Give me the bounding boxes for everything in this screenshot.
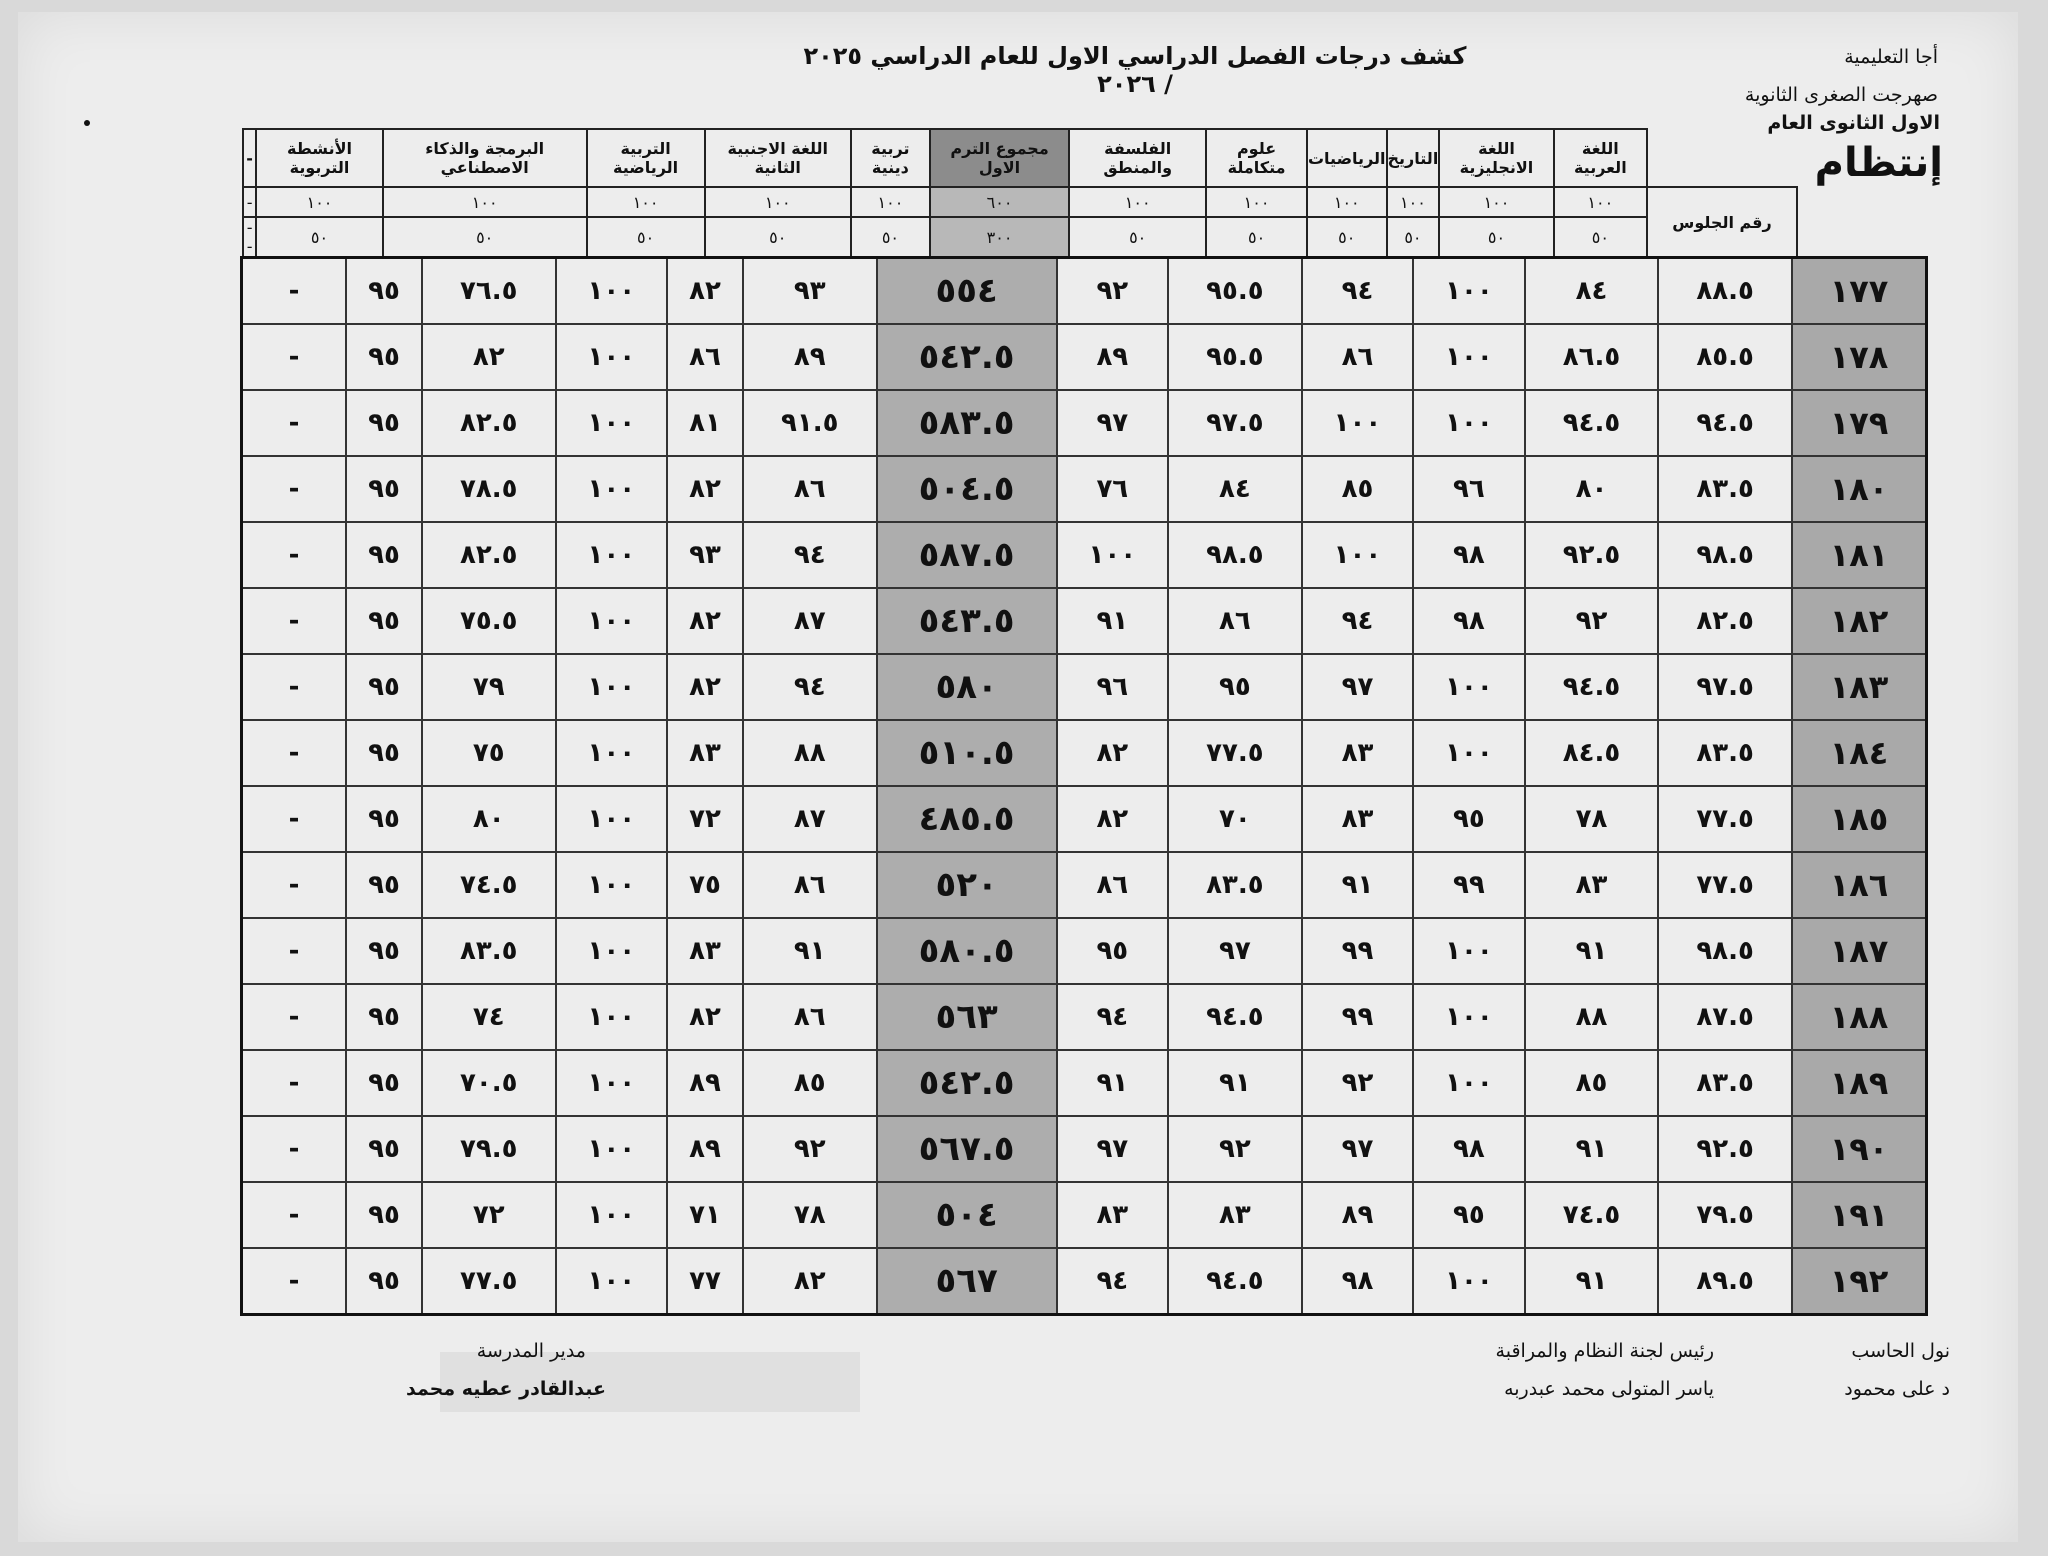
- grade-cell: ٨٣: [1302, 720, 1413, 786]
- table-row: [242, 720, 1927, 786]
- grade-cell: ٨٣.٥: [1658, 720, 1792, 786]
- grade-cell: ٨٦: [1302, 324, 1413, 390]
- grade-cell: ١٠٠: [1057, 522, 1168, 588]
- grade-cell: ٨٠: [422, 786, 556, 852]
- grade-cell: ٩٧: [1057, 390, 1168, 456]
- grade-cell: ١٠٠: [556, 984, 667, 1050]
- extra-cell: -: [242, 786, 347, 852]
- grade-cell: ٩٥: [346, 1050, 422, 1116]
- extra-cell: -: [242, 1182, 347, 1248]
- grade-cell: ٨٣.٥: [1658, 456, 1792, 522]
- grade-cell: ٩٧: [1168, 918, 1302, 984]
- subject-max: ١٠٠: [383, 187, 587, 217]
- grade-cell: ٨٤: [1168, 456, 1302, 522]
- grade-cell: ٩٥: [1413, 1182, 1524, 1248]
- grade-cell: ٧٢: [422, 1182, 556, 1248]
- committee-label: رئيس لجنة النظام والمراقبة: [1495, 1340, 1714, 1362]
- grade-cell: ٨٨: [1525, 984, 1659, 1050]
- grade-cell: ٨٢.٥: [422, 522, 556, 588]
- seat-number-cell: ١٨٢: [1792, 588, 1927, 654]
- subject-header: علوم متكاملة: [1206, 129, 1307, 187]
- grade-cell: ٨٣: [1057, 1182, 1168, 1248]
- grade-cell: ٧٧: [667, 1248, 743, 1315]
- grade-cell: ٩٥: [346, 1116, 422, 1182]
- grade-cell: ١٠٠: [556, 786, 667, 852]
- study-mode: إنتظام: [1814, 140, 1943, 186]
- grade-cell: ٩٨: [1413, 588, 1524, 654]
- grade-cell: ٧٩.٥: [1658, 1182, 1792, 1248]
- subject-header: الأنشطة التربوية: [256, 129, 383, 187]
- grade-cell: ٨٦: [743, 852, 877, 918]
- subject-min: ٥٠: [1387, 217, 1440, 257]
- subject-header: اللغة الاجنبية الثانية: [705, 129, 851, 187]
- grade-cell: ٨٧.٥: [1658, 984, 1792, 1050]
- subject-min: ٥٠: [1307, 217, 1387, 257]
- grade-cell: ٨٩.٥: [1658, 1248, 1792, 1315]
- subject-max: ١٠٠: [705, 187, 851, 217]
- table-row: [242, 1050, 1927, 1116]
- total-cell: ٥٤٢.٥: [877, 324, 1057, 390]
- extra-cell: -: [242, 720, 347, 786]
- grade-cell: ١٠٠: [556, 654, 667, 720]
- subject-max: ١٠٠: [851, 187, 930, 217]
- subject-max: -: [243, 187, 256, 217]
- grade-cell: ٩٥: [346, 654, 422, 720]
- grade-cell: ٩٤.٥: [1658, 390, 1792, 456]
- seat-number-cell: ١٨١: [1792, 522, 1927, 588]
- grade-cell: ٩٣: [667, 522, 743, 588]
- seat-number-cell: ١٨٦: [1792, 852, 1927, 918]
- grade-cell: ٧٤.٥: [1525, 1182, 1659, 1248]
- grade-cell: ٩٥.٥: [1168, 324, 1302, 390]
- table-row: [242, 852, 1927, 918]
- extra-cell: -: [242, 1116, 347, 1182]
- grade-cell: ٨٢: [667, 456, 743, 522]
- grade-cell: ٩٥.٥: [1168, 258, 1302, 325]
- grade-cell: ٩٤: [743, 522, 877, 588]
- grade-cell: ٩١.٥: [743, 390, 877, 456]
- subject-header: اللغة العربية: [1554, 129, 1647, 187]
- grade-cell: ١٠٠: [1413, 390, 1524, 456]
- grade-cell: ٩١: [743, 918, 877, 984]
- grade-cell: ٧٥.٥: [422, 588, 556, 654]
- grade-cell: ٨٢.٥: [422, 390, 556, 456]
- grade-cell: ٩٢: [1057, 258, 1168, 325]
- seat-number-cell: ١٨٥: [1792, 786, 1927, 852]
- subject-header: -: [243, 129, 256, 187]
- grade-cell: ٨٢: [422, 324, 556, 390]
- grade-cell: ٨٢: [667, 654, 743, 720]
- grade-cell: ٨١: [667, 390, 743, 456]
- table-row: [242, 1182, 1927, 1248]
- grade-cell: ٩٢.٥: [1658, 1116, 1792, 1182]
- seat-number-cell: ١٩١: [1792, 1182, 1927, 1248]
- grade-cell: ٨٧: [743, 786, 877, 852]
- grade-cell: ١٠٠: [556, 390, 667, 456]
- total-cell: ٥٨٣.٥: [877, 390, 1057, 456]
- grade-cell: ٧٠: [1168, 786, 1302, 852]
- subject-max: ١٠٠: [256, 187, 383, 217]
- grade-cell: ٨٢: [667, 588, 743, 654]
- extra-cell: -: [242, 588, 347, 654]
- grade-cell: ١٠٠: [1413, 1050, 1524, 1116]
- total-cell: ٥٨٠: [877, 654, 1057, 720]
- grade-cell: ٩٤: [1057, 1248, 1168, 1315]
- grade-cell: ٨٤.٥: [1525, 720, 1659, 786]
- table-row: [242, 456, 1927, 522]
- total-cell: ٥٦٧.٥: [877, 1116, 1057, 1182]
- grade-cell: ٩١: [1525, 1248, 1659, 1315]
- subject-max: ١٠٠: [1307, 187, 1387, 217]
- grade-cell: ٩٥: [1168, 654, 1302, 720]
- grade-cell: ٨٦: [1168, 588, 1302, 654]
- grade-cell: ٩٤.٥: [1168, 984, 1302, 1050]
- grade-cell: ٧٠.٥: [422, 1050, 556, 1116]
- grade-cell: ٨٣: [1302, 786, 1413, 852]
- grade-cell: ٩١: [1525, 1116, 1659, 1182]
- subject-max: ١٠٠: [587, 187, 705, 217]
- grade-cell: ١٠٠: [1413, 258, 1524, 325]
- header-min-row: [243, 217, 1797, 257]
- grades-table: [240, 256, 1928, 1316]
- grade-cell: ٧٩: [422, 654, 556, 720]
- grade-cell: ٩٤.٥: [1525, 390, 1659, 456]
- grade-cell: ٩٢: [1168, 1116, 1302, 1182]
- grade-cell: ٧٧.٥: [1658, 852, 1792, 918]
- grade-cell: ٩٨.٥: [1658, 522, 1792, 588]
- extra-cell: -: [242, 654, 347, 720]
- grade-cell: ٩٨: [1302, 1248, 1413, 1315]
- extra-cell: -: [242, 918, 347, 984]
- grade-cell: ٨٥: [743, 1050, 877, 1116]
- grade-cell: ١٠٠: [556, 1248, 667, 1315]
- computer-label: نول الحاسب: [1851, 1340, 1950, 1362]
- grade-cell: ٧١: [667, 1182, 743, 1248]
- grade-cell: ٩٢: [743, 1116, 877, 1182]
- grade-cell: ٩٤: [743, 654, 877, 720]
- grade-cell: ٩٤: [1057, 984, 1168, 1050]
- grade-cell: ٨٠: [1525, 456, 1659, 522]
- subject-max: ١٠٠: [1069, 187, 1206, 217]
- grade-cell: ٩٥: [346, 522, 422, 588]
- total-cell: ٥٦٣: [877, 984, 1057, 1050]
- seat-number-cell: ١٨٩: [1792, 1050, 1927, 1116]
- grade-cell: ١٠٠: [556, 456, 667, 522]
- grade-cell: ٩١: [1057, 1050, 1168, 1116]
- subject-min: ٥٠: [1206, 217, 1307, 257]
- subject-min: ٥٠: [256, 217, 383, 257]
- grade-cell: ٨٢: [667, 258, 743, 325]
- grade-cell: ٨٥: [1302, 456, 1413, 522]
- total-cell: ٥٨٧.٥: [877, 522, 1057, 588]
- grade-cell: ٨٩: [667, 1116, 743, 1182]
- subject-max: ١٠٠: [1387, 187, 1440, 217]
- grade-level: الاول الثانوى العام: [1767, 112, 1940, 134]
- grade-cell: ٨٦: [667, 324, 743, 390]
- grade-cell: ٩٥: [346, 1182, 422, 1248]
- grade-cell: ٨٩: [743, 324, 877, 390]
- grade-cell: ٧٤.٥: [422, 852, 556, 918]
- table-row: [242, 984, 1927, 1050]
- table-row: [242, 522, 1927, 588]
- subject-min: ٣٠٠: [930, 217, 1069, 257]
- education-department: أجا التعليمية: [1844, 46, 1938, 68]
- principal-label: مدير المدرسة: [476, 1340, 586, 1362]
- subject-header: الرياضيات: [1307, 129, 1387, 187]
- grade-cell: ٩٥: [346, 786, 422, 852]
- grade-cell: ٩٥: [346, 456, 422, 522]
- grade-cell: ٩٤.٥: [1168, 1248, 1302, 1315]
- page-title: كشف درجات الفصل الدراسي الاول للعام الدراسي ٢٠٢٥ / ٢٠٢٦: [803, 42, 1467, 98]
- computer-name: د على محمود: [1844, 1378, 1950, 1400]
- subject-min: ٥٠: [1554, 217, 1647, 257]
- grade-cell: ٨٦: [743, 456, 877, 522]
- subject-header: البرمجة والذكاء الاصطناعي: [383, 129, 587, 187]
- grade-cell: ٩٣: [743, 258, 877, 325]
- grade-cell: ٩٨.٥: [1658, 918, 1792, 984]
- subject-header: مجموع الترم الاول: [930, 129, 1069, 187]
- grade-cell: ١٠٠: [556, 588, 667, 654]
- grade-cell: ٩٥: [346, 720, 422, 786]
- table-row: [242, 588, 1927, 654]
- principal-name: عبدالقادر عطيه محمد: [405, 1378, 606, 1400]
- grade-cell: ١٠٠: [1413, 324, 1524, 390]
- seat-number-cell: ١٨٠: [1792, 456, 1927, 522]
- grade-cell: ٩٥: [346, 984, 422, 1050]
- seat-number-cell: ١٨٤: [1792, 720, 1927, 786]
- seat-number-cell: ١٧٨: [1792, 324, 1927, 390]
- subject-max: ١٠٠: [1554, 187, 1647, 217]
- extra-cell: -: [242, 984, 347, 1050]
- grade-cell: ٩٢: [1302, 1050, 1413, 1116]
- grade-cell: ٩٨.٥: [1168, 522, 1302, 588]
- grade-cell: ٨٢: [1057, 720, 1168, 786]
- grade-cell: ١٠٠: [556, 258, 667, 325]
- grades-table-header: [242, 128, 1798, 258]
- grade-cell: ٨٣: [667, 720, 743, 786]
- grade-cell: ٨٣.٥: [1658, 1050, 1792, 1116]
- subject-header: التربية الرياضية: [587, 129, 705, 187]
- total-cell: ٥٢٠: [877, 852, 1057, 918]
- header-max-row: [243, 187, 1797, 217]
- grade-cell: ٩٦: [1057, 654, 1168, 720]
- subject-min: ٥٠: [851, 217, 930, 257]
- seat-number-cell: ١٨٧: [1792, 918, 1927, 984]
- grade-cell: ٧٤: [422, 984, 556, 1050]
- header-subject-row: [243, 129, 1797, 187]
- grade-cell: ٨٩: [1302, 1182, 1413, 1248]
- grade-cell: ٨٨.٥: [1658, 258, 1792, 325]
- grade-cell: ٨٣: [1525, 852, 1659, 918]
- total-cell: ٥٤٢.٥: [877, 1050, 1057, 1116]
- grade-cell: ٨٦: [1057, 852, 1168, 918]
- grade-cell: ٩٥: [346, 324, 422, 390]
- grade-cell: ٩٥: [346, 390, 422, 456]
- grade-cell: ٧٨: [1525, 786, 1659, 852]
- grade-cell: ٧٧.٥: [1658, 786, 1792, 852]
- grade-cell: ٩١: [1302, 852, 1413, 918]
- grade-cell: ١٠٠: [1302, 522, 1413, 588]
- grade-cell: ٧٧.٥: [1168, 720, 1302, 786]
- grade-cell: ٨٧: [743, 588, 877, 654]
- grade-cell: ٨٣.٥: [422, 918, 556, 984]
- grade-cell: ١٠٠: [1413, 984, 1524, 1050]
- grade-cell: ٩٧: [1302, 1116, 1413, 1182]
- grade-cell: ١٠٠: [1413, 720, 1524, 786]
- total-cell: ٥٦٧: [877, 1248, 1057, 1315]
- grade-cell: ٧٢: [667, 786, 743, 852]
- seat-number-cell: ١٧٩: [1792, 390, 1927, 456]
- seat-number-header: رقم الجلوس: [1647, 187, 1797, 257]
- grade-cell: ٩٥: [346, 918, 422, 984]
- grade-cell: ٩٧.٥: [1658, 654, 1792, 720]
- grade-cell: ٨٩: [667, 1050, 743, 1116]
- grade-cell: ٩٨: [1413, 1116, 1524, 1182]
- subject-header: التاريخ: [1387, 129, 1440, 187]
- total-cell: ٤٨٥.٥: [877, 786, 1057, 852]
- subject-max: ١٠٠: [1439, 187, 1553, 217]
- ink-dot: [84, 120, 90, 126]
- grade-cell: ٩٥: [346, 1248, 422, 1315]
- grade-cell: ٩١: [1168, 1050, 1302, 1116]
- seat-number-cell: ١٩٢: [1792, 1248, 1927, 1315]
- total-cell: ٥٨٠.٥: [877, 918, 1057, 984]
- grade-cell: ٩٨: [1413, 522, 1524, 588]
- seat-number-cell: ١٩٠: [1792, 1116, 1927, 1182]
- grade-cell: ٨٣: [667, 918, 743, 984]
- grade-cell: ٩٥: [1413, 786, 1524, 852]
- header-corner: [1647, 129, 1797, 187]
- grade-cell: ٨٦: [743, 984, 877, 1050]
- grade-cell: ٩٧.٥: [1168, 390, 1302, 456]
- subject-min: ٥٠: [383, 217, 587, 257]
- subject-header: الفلسفة والمنطق: [1069, 129, 1206, 187]
- grade-cell: ٩٥: [346, 258, 422, 325]
- grade-cell: ٨٥.٥: [1658, 324, 1792, 390]
- subject-header: تربية دينية: [851, 129, 930, 187]
- grade-cell: ٩٩: [1413, 852, 1524, 918]
- grade-cell: ٩٧: [1057, 1116, 1168, 1182]
- subject-min: ٥٠: [1439, 217, 1553, 257]
- seat-number-cell: ١٧٧: [1792, 258, 1927, 325]
- grade-cell: ٨٢: [667, 984, 743, 1050]
- grade-cell: ٨٢.٥: [1658, 588, 1792, 654]
- grade-cell: ٧٥: [422, 720, 556, 786]
- extra-cell: -: [242, 258, 347, 325]
- table-row: [242, 1116, 1927, 1182]
- grade-cell: ١٠٠: [556, 1182, 667, 1248]
- table-row: [242, 654, 1927, 720]
- table-row: [242, 390, 1927, 456]
- grade-cell: ١٠٠: [556, 324, 667, 390]
- grade-cell: ١٠٠: [556, 918, 667, 984]
- grade-cell: ٩٩: [1302, 918, 1413, 984]
- grade-cell: ٧٧.٥: [422, 1248, 556, 1315]
- subject-min: ٥٠: [587, 217, 705, 257]
- subject-min: --: [243, 217, 256, 257]
- grade-cell: ٨٢: [743, 1248, 877, 1315]
- grade-cell: ٩٩: [1302, 984, 1413, 1050]
- grade-cell: ٧٥: [667, 852, 743, 918]
- extra-cell: -: [242, 456, 347, 522]
- grade-cell: ٩٦: [1413, 456, 1524, 522]
- extra-cell: -: [242, 1248, 347, 1315]
- total-cell: ٥٠٤: [877, 1182, 1057, 1248]
- extra-cell: -: [242, 324, 347, 390]
- table-row: [242, 786, 1927, 852]
- grade-cell: ٩٢.٥: [1525, 522, 1659, 588]
- grade-cell: ٨٩: [1057, 324, 1168, 390]
- grade-cell: ٧٩.٥: [422, 1116, 556, 1182]
- table-row: [242, 324, 1927, 390]
- grade-cell: ١٠٠: [1413, 918, 1524, 984]
- table-row: [242, 918, 1927, 984]
- grade-cell: ١٠٠: [556, 1050, 667, 1116]
- subject-min: ٥٠: [705, 217, 851, 257]
- grade-cell: ٨٥: [1525, 1050, 1659, 1116]
- extra-cell: -: [242, 852, 347, 918]
- grade-cell: ٧٨: [743, 1182, 877, 1248]
- grade-cell: ٨٤: [1525, 258, 1659, 325]
- grade-cell: ٩٤: [1302, 588, 1413, 654]
- grade-cell: ٩٥: [1057, 918, 1168, 984]
- seat-number-cell: ١٨٨: [1792, 984, 1927, 1050]
- grade-cell: ٧٨.٥: [422, 456, 556, 522]
- grade-cell: ٨٢: [1057, 786, 1168, 852]
- grade-cell: ٩٢: [1525, 588, 1659, 654]
- grade-cell: ١٠٠: [1413, 1248, 1524, 1315]
- subject-header: اللغة الانجليزية: [1439, 129, 1553, 187]
- grade-cell: ٧٦: [1057, 456, 1168, 522]
- grade-cell: ١٠٠: [556, 522, 667, 588]
- grade-cell: ٩١: [1057, 588, 1168, 654]
- grade-cell: ٩٥: [346, 588, 422, 654]
- subject-max: ٦٠٠: [930, 187, 1069, 217]
- grade-cell: ٩٧: [1302, 654, 1413, 720]
- grade-cell: ٩١: [1525, 918, 1659, 984]
- total-cell: ٥١٠.٥: [877, 720, 1057, 786]
- grade-cell: ٩٥: [346, 852, 422, 918]
- total-cell: ٥٥٤: [877, 258, 1057, 325]
- grade-cell: ٨٣.٥: [1168, 852, 1302, 918]
- grade-cell: ٨٨: [743, 720, 877, 786]
- grade-cell: ١٠٠: [556, 720, 667, 786]
- grade-cell: ١٠٠: [1302, 390, 1413, 456]
- grade-cell: ٩٤.٥: [1525, 654, 1659, 720]
- seat-number-cell: ١٨٣: [1792, 654, 1927, 720]
- extra-cell: -: [242, 522, 347, 588]
- grade-cell: ٧٦.٥: [422, 258, 556, 325]
- grade-cell: ١٠٠: [556, 852, 667, 918]
- grade-cell: ٨٣: [1168, 1182, 1302, 1248]
- grade-cell: ٨٦.٥: [1525, 324, 1659, 390]
- total-cell: ٥٠٤.٥: [877, 456, 1057, 522]
- subject-max: ١٠٠: [1206, 187, 1307, 217]
- extra-cell: -: [242, 1050, 347, 1116]
- grade-cell: ١٠٠: [556, 1116, 667, 1182]
- grade-cell: ٩٤: [1302, 258, 1413, 325]
- subject-min: ٥٠: [1069, 217, 1206, 257]
- extra-cell: -: [242, 390, 347, 456]
- committee-name: ياسر المتولى محمد عبدربه: [1504, 1378, 1714, 1400]
- table-row: [242, 1248, 1927, 1315]
- grade-cell: ١٠٠: [1413, 654, 1524, 720]
- school-name: صهرجت الصغرى الثانوية: [1744, 84, 1938, 106]
- total-cell: ٥٤٣.٥: [877, 588, 1057, 654]
- table-row: [242, 258, 1927, 325]
